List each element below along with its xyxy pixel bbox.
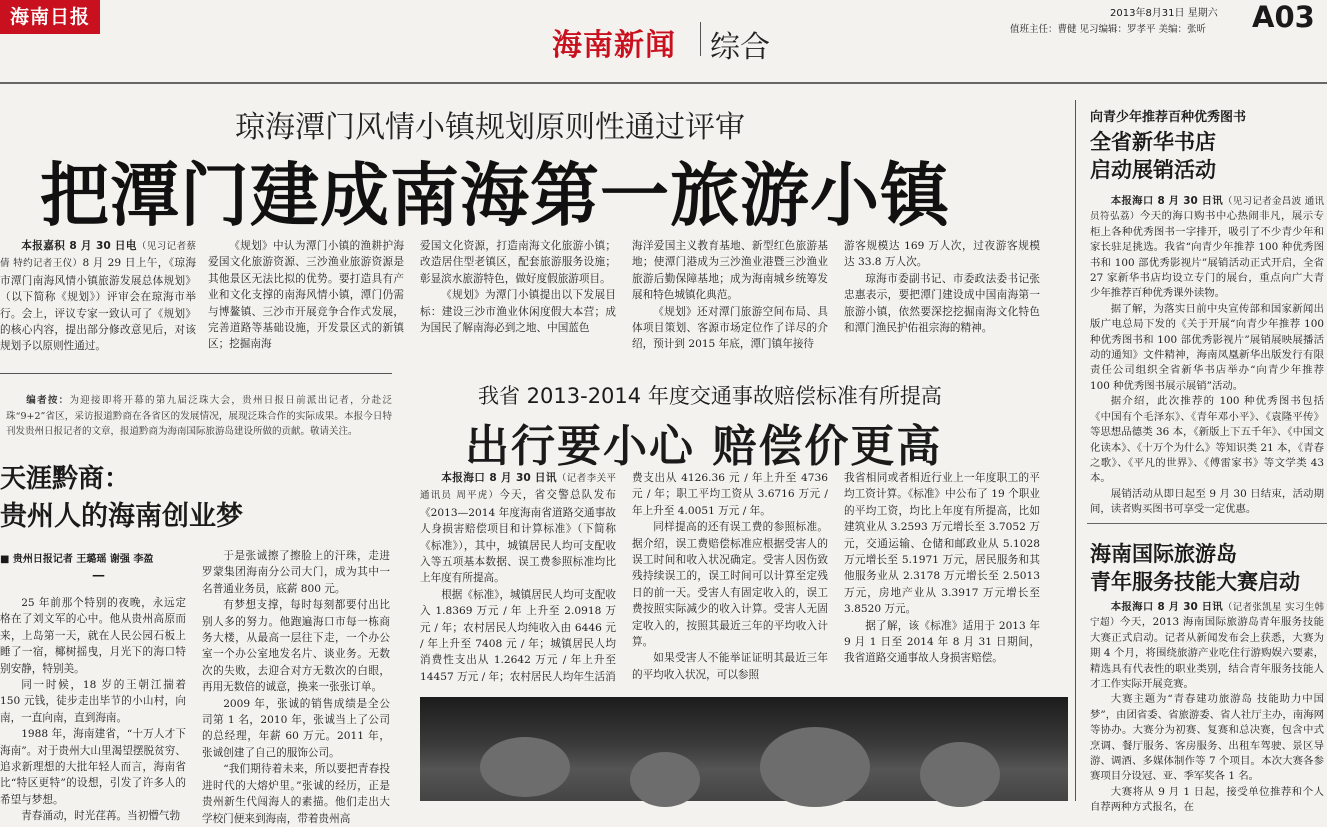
issue-date: 2013年8月31日 星期六	[1110, 8, 1218, 19]
story2-col2-text3: 2009 年，张诚的销售成绩是全公司第 1 名，2010 年，张诚当上了公司的总经理，年薪 60 万元。2011 年，张诚创建了自己的服饰公司。	[202, 697, 390, 759]
story4-body	[1090, 194, 1324, 516]
story1-col5-text2: 琼海市委副书记、市委政法委书记张忠惠表示，要把潭门建设成中国南海第一旅游小镇，依然要深挖挖掘南海文化特色和潭门渔民护佑祖宗海的精神。	[844, 272, 1040, 335]
story1-col2-text: 《规划》中认为潭门小镇的渔耕护海爱国文化旅游资源、三沙渔业旅游资源是其他景区无法比拟的优势。要打造具有产业和文化支撑的南海风情小镇，潭门仍需与博鳌镇、三沙市开展竞争合作式发展，完善道路等基础设施，开发景区式的新镇区；挖掘南海	[208, 240, 404, 351]
story5-headline-line1: 海南国际旅游岛	[1090, 542, 1237, 566]
story3-col2-text3: 如果受害人不能举证证明其最近三年的平均收入状况，可以参照	[632, 652, 828, 681]
story4-headline-line2: 启动展销活动	[1090, 158, 1216, 182]
story4-dateline: 本报海口 8 月 30 日讯	[1110, 195, 1223, 207]
story3-col3-text: 我省相同或者相近行业上一年度职工的平均工资计算。《标准》中公布了 19 个职业的平均工资，均比上年度有所提高，比如建筑业从 3.2593 万元增长至 3.7052 万元，交通运输、仓储和邮政业从 5.1028 万元增长至 5.1971 万元，居民服务和其他服务业从 2.3178 万元增长至 2.5013 万元，房地产业从 3.3917 万元增长至 3.8520 万元。	[844, 472, 1040, 616]
story2-col2-text: 于是张诚擦了擦脸上的汗珠，走进罗蒙集团海南分公司大门，成为其中一名普通业务员，底薪 800 元。	[202, 550, 390, 595]
editor-note-label: 编者按：	[25, 395, 70, 406]
story1-column-2	[208, 238, 404, 350]
story5-text2: 大赛主题为“青春建功旅游岛 技能助力中国梦”，由团省委、省旅游委、省人社厅主办，南海网等协办。大赛分为初赛、复赛和总决赛，包含中式烹调、餐厅服务、客房服务、出租车驾驶、景区导游、调酒、多媒体制作等 7 个项目。本次大赛各参赛项目分设冠、亚、季军奖各 1 名。	[1090, 693, 1324, 783]
story1-headline: 把潭门建成南海第一旅游小镇	[40, 156, 950, 236]
photo-figure	[920, 742, 1000, 807]
story2-col2-text4: “我们期待着未来，所以要把青春投进时代的大熔炉里。”张诚的经历，正是贵州新生代闯海人的素描。他们走出大学校门便来到海南，带着贵州高	[202, 763, 390, 825]
story1-col5-text: 游客规模达 169 万人次，过夜游客规模达 33.8 万人次。	[844, 240, 1040, 269]
story3-column-2	[632, 470, 828, 681]
story3-dateline: 本报海口 8 月 30 日讯	[441, 472, 557, 484]
section-title: 海南新闻	[552, 28, 676, 63]
story1-credit: （见习记者蔡倩 特约记者王仪）	[0, 241, 196, 270]
story4-text: 今天的海口购书中心热闹非凡，展示专柜上各种优秀图书一字排开，吸引了不少青少年和家长驻足挑选。我省“向青少年推荐 100 种优秀图书和 100 部优秀影视片”展销活动正式开启，全省 27 家新华书店均设立专门的展台，重点向广大青少年推荐百种优秀课外读物。	[1090, 210, 1324, 300]
story3-kicker: 我省 2013-2014 年度交通事故赔偿标准有所提高	[478, 384, 942, 408]
story5-credit: （记者张凯星 实习生韩宁超）	[1090, 602, 1324, 629]
story4-text2: 据了解，为落实日前中央宣传部和国家新闻出版广电总局下发的《关于开展“向青少年推荐 100种优秀图书和 100 部优秀影视片”展销展映展播活动的通知》文件精神，海南凤凰新华出版发行有限责任公司组织全省新华书店举办“向青少年推荐 100 种优秀图书展示展销”活动。	[1090, 302, 1324, 392]
photo-figure	[630, 752, 700, 807]
story1-dateline: 本报嘉积 8 月 30 日电	[21, 240, 137, 252]
editor-note-text: 为迎接即将开幕的第九届泛珠大会，贵州日报日前派出记者，分赴泛珠“9+2”省区，采访报道黔商在各省区的发展情况，展现泛珠合作的实际成果。本报今日特刊发贵州日报记者的文章，报道黔商为海南国际旅游岛建设所做的贡献。敬请关注。	[6, 395, 392, 437]
story2-col1-text: 25 年前那个特别的夜晚，永远定格在了刘文军的心中。他从贵州高原而来，上岛第一天，就在人民公园石板上睡了一宿，椰树摇曳，月光下的海口特别安静，特别美。	[0, 597, 186, 675]
story3-col3-text2: 据了解，该《标准》适用于 2013 年 9 月 1 日至 2014 年 8 月 31 日期间，我省道路交通事故人身损害赔偿。	[844, 619, 1040, 665]
section-divider	[700, 22, 701, 56]
story1-col3-text2: 《规划》为潭门小镇提出以下发展目标：建设三沙市渔业休闲度假大本营；成为国民了解南海必到之地、中国蓝色	[420, 289, 616, 335]
story3-credit: （记者李关平 通讯员 周平虎）	[420, 473, 616, 502]
story3-col1-text: 今天，省交警总队发布《2013—2014 年度海南省道路交通事故人身损害赔偿项目和计算标准》（下简称《标准》），其中，城镇居民人均可支配收入等五项基本数据、误工费参照标准均比上年度有所提高。	[420, 489, 616, 585]
story1-col4-text2: 《规划》还对潭门旅游空间布局、具体项目策划、客源市场定位作了详尽的介绍，预计到 2015 年底，潭门镇年接待	[632, 305, 828, 351]
story1-column-4	[632, 238, 828, 350]
column-divider	[1075, 100, 1076, 801]
news-photo	[420, 697, 1068, 801]
story3-column-1	[420, 470, 616, 683]
story3-headline: 出行要小心 赔偿价更高	[465, 421, 943, 472]
story5-body	[1090, 600, 1324, 814]
story1-column-5	[844, 238, 1040, 350]
editor-note	[6, 393, 392, 440]
story1-col1-text: 8 月 29 日上午，《琼海市潭门南海风情小镇旅游发展总体规划》（以下简称《规划》）评审会在琼海市举行。会上，评议专家一致认可了《规划》的核心内容，提出部分修改意见后，对该规划予以原则性通过。	[0, 257, 196, 353]
story4-credit: （见习记者金昌波 通讯员符弘荔）	[1090, 196, 1324, 223]
story5-headline-line2: 青年服务技能大赛启动	[1090, 570, 1300, 594]
photo-figure	[480, 737, 570, 797]
story3-col2-text2: 同样提高的还有误工费的参照标准。据介绍，误工费赔偿标准应根据受害人的误工时间和收入状况确定。受害人因伤致残持续误工的，误工时间可以计算至定残日的前一天。受害人有固定收入的，误工费按照实际减少的收入计算。受害人无固定收入的，按照其最近三年的平均收入计算。	[632, 521, 828, 649]
story2-headline: 贵州人的海南创业梦	[0, 501, 243, 532]
story1-column-1	[0, 238, 196, 353]
story4-text3: 据介绍，此次推荐的 100 种优秀图书包括《中国有个毛泽东》、《青年邓小平》、《袁隆平传》等思想品德类 36 本，《新版上下五千年》、《中国文化读本》、《十万个为什么》等知识类 21 本，《青春之歌》、《平凡的世界》、《傅雷家书》等文学类 43 本。	[1090, 395, 1324, 485]
story3-col2-text: 费支出从 4126.36 元 / 年上升至 4736 元 / 年；职工平均工资从 3.6716 万元 / 年上升至 4.0051 万元 / 年。	[632, 472, 828, 517]
story1-col3-text: 爱国文化资源，打造南海文化旅游小镇；改造居住型老镇区，配套旅游服务设施；彰显滨水旅游特色，做好度假旅游项目。	[420, 240, 616, 285]
story5-headline	[1090, 540, 1325, 596]
story5-rule	[1087, 523, 1327, 524]
story5-dateline: 本报海口 8 月 30 日讯	[1110, 601, 1223, 613]
story4-text4: 展销活动从即日起至 9 月 30 日结束，活动期间，读者购买图书可享受一定优惠。	[1090, 487, 1324, 516]
story4-headline-line1: 全省新华书店	[1090, 130, 1216, 154]
story2-column-1	[0, 595, 186, 823]
header-rule	[0, 82, 1327, 84]
story1-column-3	[420, 238, 616, 350]
story2-col1-text3: 1988 年，海南建省，“十万人才下海南”。对于贵州大山里渴望摆脱贫穷、追求新理想的大批年轻人而言，海南省比“特区更特”的设想，引发了许多人的希望与梦想。	[0, 728, 186, 806]
story5-text3: 大赛将从 9 月 1 日起，接受单位推荐和个人自荐两种方式报名，在	[1090, 785, 1324, 814]
story4-headline	[1090, 128, 1320, 184]
story2-dash: —	[92, 568, 105, 583]
story2-column-2	[202, 548, 390, 825]
photo-figure	[760, 727, 870, 807]
editor-note-rule	[0, 373, 392, 374]
story5-text: 今天，2013 海南国际旅游岛青年服务技能大赛正式启动。记者从新闻发布会上获悉，大赛为期 4 个月，将围绕旅游产业吃住行游购娱六要素，精选具有代表性的职业类别，结合青年服务技能人才工作实际开展竞赛。	[1090, 616, 1324, 691]
story3-column-3	[844, 470, 1040, 666]
story3-col1-text2: 根据《标准》，城镇居民人均可支配收入 1.8369 万元 / 年 上升至 2.0918 万元 / 年；农村居民人均纯收入由 6446 元 / 年上升至 7408 元 / 年；城镇居民人均消费性支出从 1.2642 万元 / 年上升至 14457 万元 / 年；农村居民人均年生活消	[420, 588, 616, 683]
story4-kicker: 向青少年推荐百种优秀图书	[1090, 110, 1247, 125]
story1-kicker: 琼海潭门风情小镇规划原则性通过评审	[235, 110, 745, 145]
newspaper-logo: 海南日报	[0, 0, 100, 34]
story1-col4-text: 海洋爱国主义教育基地、新型红色旅游基地；使潭门港成为三沙渔业港暨三沙渔业旅游后勤保障基地；成为海南城乡统筹发展和特色城镇化典范。	[632, 240, 828, 302]
story2-col1-text4: 青春涌动，时光荏苒。当初懵气勃	[21, 810, 181, 823]
section-subtitle: 综合	[710, 30, 770, 65]
story2-col2-text2: 有梦想支撑，每时每刻都要付出比别人多的努力。他跑遍海口市每一栋商务大楼，从最高一层往下走，一个办公室一个办公室地发名片、谈业务。无数次的失败，去迎合对方无数次的白眼，再用无数倍的诚意，换来一张张订单。	[202, 599, 390, 694]
story2-kicker: 天涯黔商：	[0, 464, 131, 494]
editors-credit: 值班主任：曹健 见习编辑：罗孝平 美编：张昕	[1010, 24, 1207, 35]
story2-byline: ■ 贵州日报记者 王璐瑶 谢强 李盈	[0, 554, 154, 565]
story2-col1-text2: 同一时候，18 岁的王朝江揣着 150 元钱，徒步走出毕节的小山村，向南，一直向南，直到海南。	[0, 679, 186, 724]
page-number: A03	[1252, 0, 1315, 34]
